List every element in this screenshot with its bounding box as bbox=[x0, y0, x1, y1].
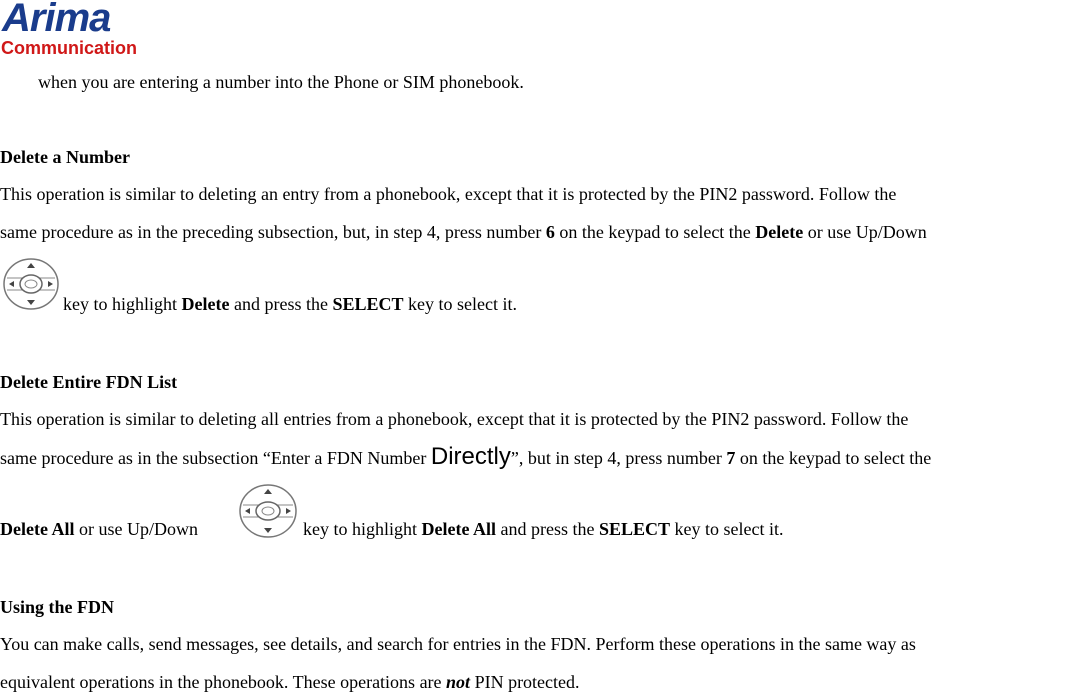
using-fdn-line-1: You can make calls, send messages, see details, and search for entries in the FDN. Perform these operations in the same way as bbox=[0, 634, 916, 654]
delete-number-line-2: same procedure as in the preceding subsection, but, in step 4, press number 6 on the keypad to select the Delete or use Up/Down bbox=[0, 222, 927, 242]
section-heading-using-fdn: Using the FDN bbox=[0, 597, 115, 617]
delete-all-line-3b: key to highlight Delete All and press the SELECT key to select it. bbox=[303, 519, 784, 539]
company-logo bbox=[0, 0, 152, 60]
delete-number-line-1: This operation is similar to deleting an entry from a phonebook, except that it is protected by the PIN2 password. Follow the bbox=[0, 184, 897, 204]
logo-wordmark: Arima bbox=[2, 0, 111, 40]
delete-number-line-3: key to highlight Delete and press the SELECT key to select it. bbox=[63, 294, 517, 314]
navigation-key-icon bbox=[238, 482, 298, 540]
delete-all-line-1: This operation is similar to deleting all entries from a phonebook, except that it is protected by the PIN2 password. Follow the bbox=[0, 409, 909, 429]
logo-subtitle: Communication bbox=[1, 38, 138, 58]
using-fdn-line-2: equivalent operations in the phonebook. These operations are not PIN protected. bbox=[0, 672, 580, 692]
delete-all-line-3a: Delete All or use Up/Down bbox=[0, 519, 198, 539]
navigation-key-icon bbox=[2, 256, 60, 312]
section-heading-delete-number: Delete a Number bbox=[0, 147, 130, 167]
delete-all-line-2: same procedure as in the subsection “Enter a FDN Number Directly”, but in step 4, press number 7 on the keypad to select the bbox=[0, 443, 932, 470]
section-heading-delete-all: Delete Entire FDN List bbox=[0, 372, 178, 392]
intro-text: when you are entering a number into the Phone or SIM phonebook. bbox=[38, 72, 524, 92]
